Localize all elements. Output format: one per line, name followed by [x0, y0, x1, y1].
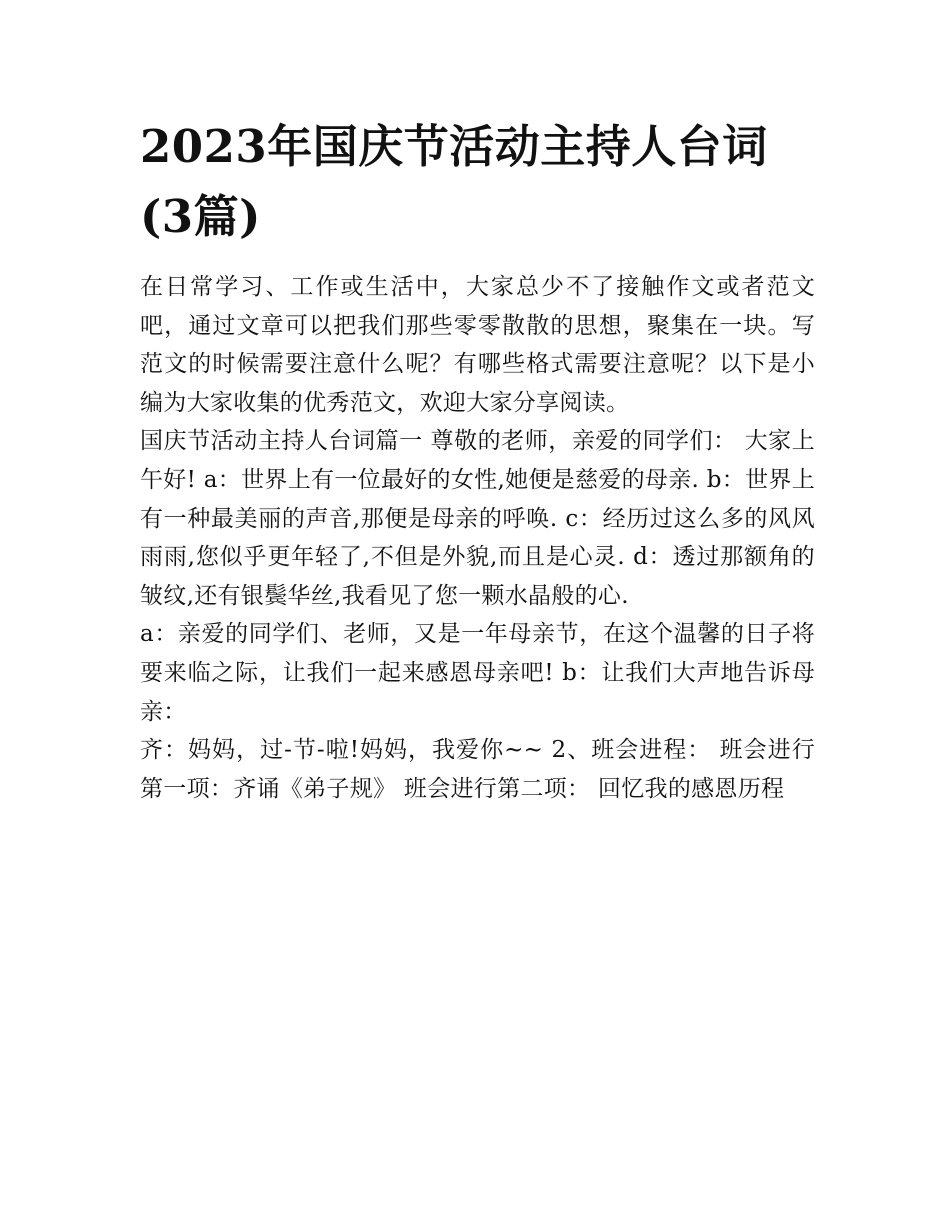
document-title: 2023年国庆节活动主持人台词(3篇) — [140, 120, 768, 243]
document-page — [140, 112, 815, 808]
intro-paragraph: 在日常学习、工作或生活中，大家总少不了接触作文或者范文吧，通过文章可以把我们那些零零散散的思想，聚集在一块。写范文的时候需要注意什么呢？有哪些格式需要注意呢？以下是小编为大家收集的优秀范文，欢迎大家分享阅读。 — [140, 274, 815, 416]
script-paragraph-2: a：亲爱的同学们、老师，又是一年母亲节，在这个温馨的日子将要来临之际，让我们一起来感恩母亲吧! b：让我们大声地告诉母亲： — [140, 621, 815, 725]
script-paragraph-1: 国庆节活动主持人台词篇一 尊敬的老师，亲爱的同学们： 大家上午好! a：世界上有一位最好的女性,她便是慈爱的母亲. b：世界上有一种最美丽的声音,那便是母亲的呼唤. c：经历过这么多的风风雨雨,您似乎更年轻了,不但是外貌,而且是心灵. d：透过那额角的皱纹,还有银鬓华丝,我看见了您一颗水晶般的心. — [140, 428, 815, 609]
script-paragraph-3: 齐：妈妈，过-节-啦!妈妈，我爱你~~ 2、班会进程： 班会进行第一项：齐诵《弟子规》 班会进行第二项： 回忆我的感恩历程 — [140, 737, 815, 802]
